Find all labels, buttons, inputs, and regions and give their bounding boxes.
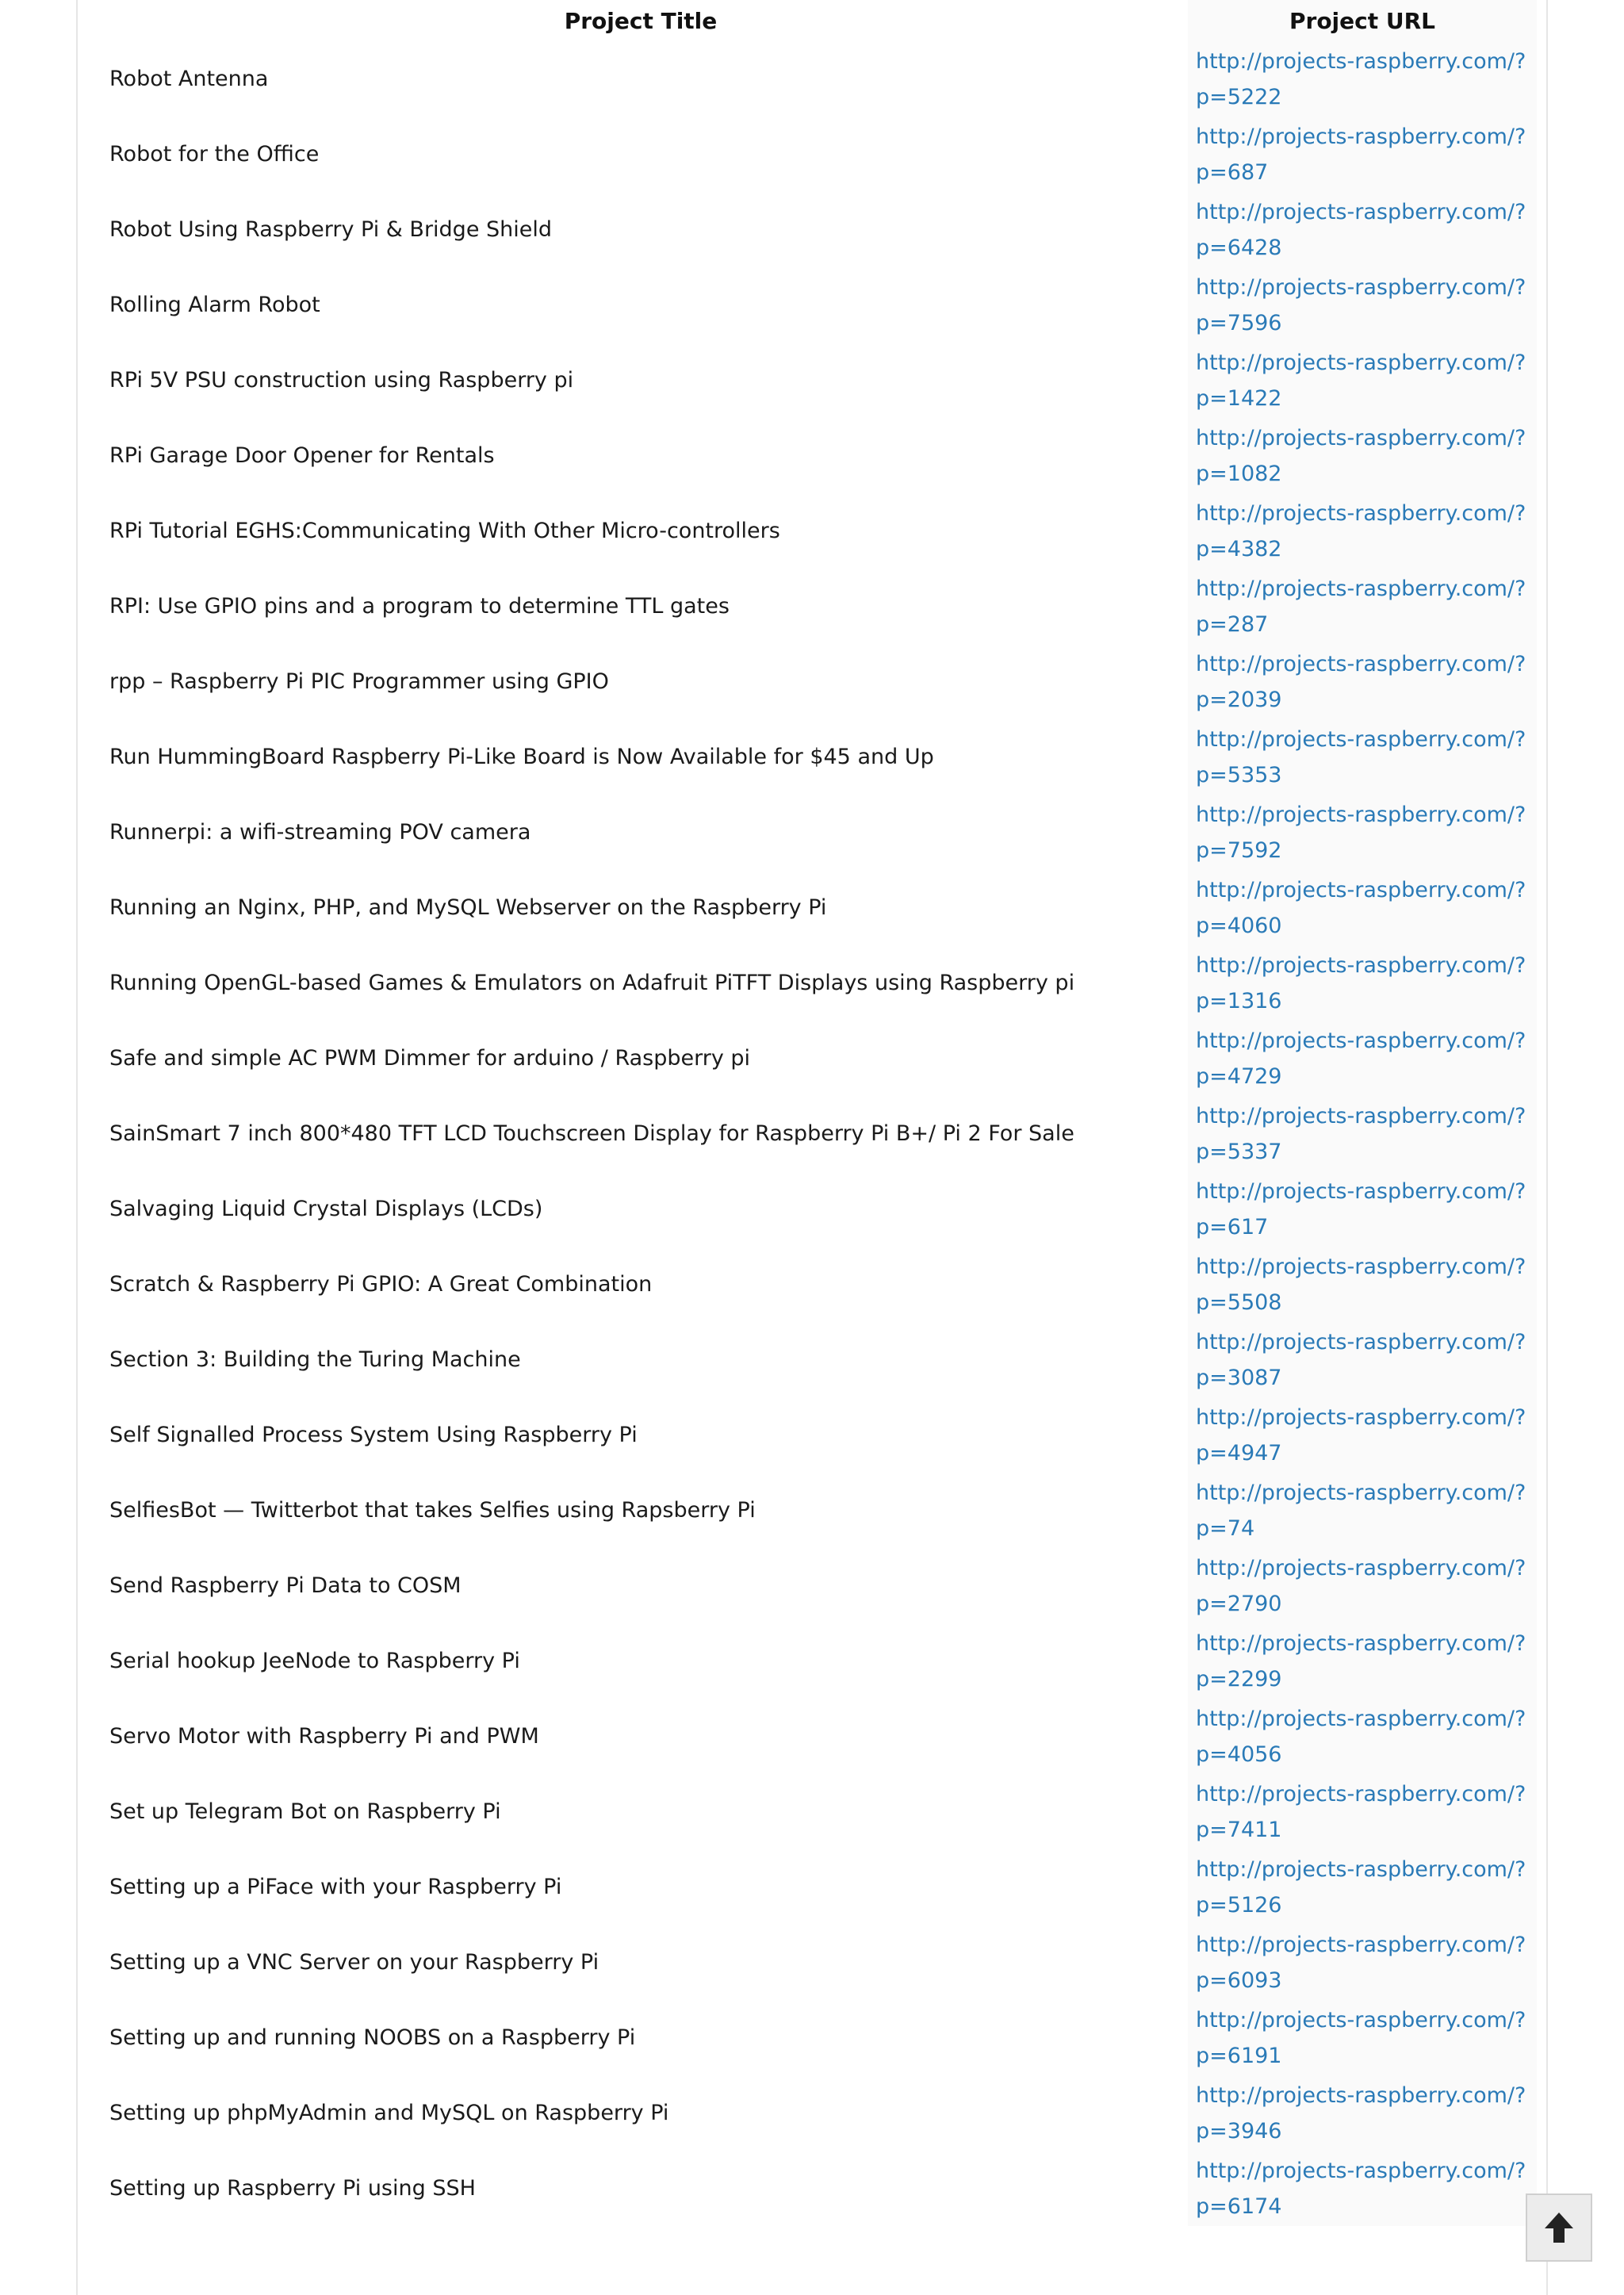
project-url-line1: http://projects-raspberry.com/?: [1196, 1781, 1526, 1806]
project-url-link[interactable]: [1196, 571, 1537, 642]
project-url-line2: p=3087: [1196, 1365, 1282, 1390]
column-header-url: Project URL: [1188, 0, 1537, 41]
project-url-line1: http://projects-raspberry.com/?: [1196, 425, 1526, 450]
project-url-link[interactable]: [1196, 872, 1537, 944]
project-title: SainSmart 7 inch 800*480 TFT LCD Touchscreen Display for Raspberry Pi B+/ Pi 2 For Sale: [109, 1121, 1074, 1146]
table-row: [94, 1623, 1537, 1699]
table-row: [94, 2075, 1537, 2151]
project-url-line1: http://projects-raspberry.com/?: [1196, 576, 1526, 601]
project-title: Rolling Alarm Robot: [109, 293, 320, 317]
project-url-line2: p=5126: [1196, 1892, 1282, 1918]
table-row: [94, 870, 1537, 945]
project-url-link[interactable]: [1196, 194, 1537, 266]
table-row: [94, 569, 1537, 644]
project-title: RPi Tutorial EGHS:Communicating With Other Micro-controllers: [109, 519, 780, 543]
project-url-line1: http://projects-raspberry.com/?: [1196, 48, 1526, 74]
project-url-line2: p=6191: [1196, 2043, 1282, 2068]
project-url-cell: [1188, 945, 1537, 1021]
project-url-cell: [1188, 795, 1537, 870]
project-url-link[interactable]: [1196, 1098, 1537, 1170]
table-row: [94, 1322, 1537, 1397]
project-title: Servo Motor with Raspberry Pi and PWM: [109, 1724, 539, 1749]
project-url-line1: http://projects-raspberry.com/?: [1196, 500, 1526, 526]
column-header-title: Project Title: [564, 7, 718, 34]
project-url-line2: p=74: [1196, 1515, 1255, 1541]
project-url-line2: p=2790: [1196, 1591, 1282, 1616]
project-url-cell: [1188, 267, 1537, 343]
project-url-link[interactable]: [1196, 1023, 1537, 1094]
project-url-line2: p=617: [1196, 1214, 1269, 1239]
project-url-line2: p=6093: [1196, 1967, 1282, 1993]
project-url-cell: [1188, 719, 1537, 795]
project-url-link[interactable]: [1196, 646, 1537, 718]
project-url-cell: [1188, 343, 1537, 418]
project-url-line1: http://projects-raspberry.com/?: [1196, 802, 1526, 827]
project-url-line1: http://projects-raspberry.com/?: [1196, 274, 1526, 300]
project-url-line1: http://projects-raspberry.com/?: [1196, 1856, 1526, 1882]
table-row: [94, 1699, 1537, 1774]
table-row: [94, 795, 1537, 870]
project-title: rpp – Raspberry Pi PIC Programmer using GPIO: [109, 669, 609, 694]
project-url-line2: p=5508: [1196, 1289, 1282, 1315]
project-url-cell: [1188, 2000, 1537, 2075]
table-row: [94, 2151, 1537, 2226]
table-row: [94, 1849, 1537, 1925]
project-url-link[interactable]: [1196, 1626, 1537, 1697]
project-url-cell: [1188, 418, 1537, 493]
project-url-line2: p=4060: [1196, 913, 1282, 938]
project-url-line1: http://projects-raspberry.com/?: [1196, 2082, 1526, 2108]
table-body: [94, 41, 1537, 2226]
project-title: Send Raspberry Pi Data to COSM: [109, 1573, 462, 1598]
project-url-line1: http://projects-raspberry.com/?: [1196, 651, 1526, 676]
project-url-cell: [1188, 1021, 1537, 1096]
project-title: Serial hookup JeeNode to Raspberry Pi: [109, 1649, 520, 1673]
project-url-cell: [1188, 1397, 1537, 1473]
project-url-link[interactable]: [1196, 1927, 1537, 1998]
project-url-link[interactable]: [1196, 948, 1537, 1019]
project-url-line1: http://projects-raspberry.com/?: [1196, 1404, 1526, 1430]
table-row: [94, 343, 1537, 418]
project-url-line2: p=4056: [1196, 1741, 1282, 1767]
project-url-line2: p=4382: [1196, 536, 1282, 561]
project-url-cell: [1188, 1171, 1537, 1247]
project-url-link[interactable]: [1196, 722, 1537, 793]
project-title: Running an Nginx, PHP, and MySQL Webserver on the Raspberry Pi: [109, 895, 827, 920]
project-url-line2: p=5353: [1196, 762, 1282, 787]
project-url-link[interactable]: [1196, 1324, 1537, 1396]
project-url-link[interactable]: [1196, 420, 1537, 492]
table-row: [94, 1397, 1537, 1473]
project-url-cell: [1188, 1849, 1537, 1925]
project-url-line2: p=1422: [1196, 385, 1282, 411]
project-url-cell: [1188, 41, 1537, 117]
project-title: Setting up Raspberry Pi using SSH: [109, 2176, 476, 2201]
project-url-line1: http://projects-raspberry.com/?: [1196, 1028, 1526, 1053]
project-title: Scratch & Raspberry Pi GPIO: A Great Combination: [109, 1272, 653, 1297]
project-url-line2: p=687: [1196, 159, 1269, 185]
project-title: Robot Using Raspberry Pi & Bridge Shield: [109, 217, 553, 242]
table-row: [94, 1021, 1537, 1096]
project-url-line2: p=2039: [1196, 687, 1282, 712]
project-url-cell: [1188, 493, 1537, 569]
project-url-cell: [1188, 1623, 1537, 1699]
project-url-link[interactable]: [1196, 1776, 1537, 1848]
project-url-link[interactable]: [1196, 1400, 1537, 1471]
project-title: Robot for the Office: [109, 142, 320, 167]
project-url-link[interactable]: [1196, 1249, 1537, 1320]
project-title: Self Signalled Process System Using Raspberry Pi: [109, 1423, 638, 1447]
table-row: [94, 719, 1537, 795]
project-url-line2: p=7596: [1196, 310, 1282, 335]
project-url-line1: http://projects-raspberry.com/?: [1196, 1480, 1526, 1505]
scroll-to-top-button[interactable]: [1526, 2193, 1592, 2262]
project-url-line1: http://projects-raspberry.com/?: [1196, 124, 1526, 149]
project-url-link[interactable]: [1196, 1701, 1537, 1772]
project-url-link[interactable]: [1196, 797, 1537, 868]
table-row: [94, 418, 1537, 493]
project-url-line1: http://projects-raspberry.com/?: [1196, 1329, 1526, 1354]
project-url-line1: http://projects-raspberry.com/?: [1196, 1103, 1526, 1128]
project-url-line1: http://projects-raspberry.com/?: [1196, 1254, 1526, 1279]
project-url-line1: http://projects-raspberry.com/?: [1196, 199, 1526, 224]
project-url-link[interactable]: [1196, 345, 1537, 416]
project-title: Section 3: Building the Turing Machine: [109, 1347, 521, 1372]
project-url-line1: http://projects-raspberry.com/?: [1196, 2158, 1526, 2183]
project-url-cell: [1188, 870, 1537, 945]
table-row: [94, 1473, 1537, 1548]
project-url-cell: [1188, 569, 1537, 644]
project-url-cell: [1188, 644, 1537, 719]
project-url-line2: p=6174: [1196, 2193, 1282, 2219]
project-title: RPI: Use GPIO pins and a program to determine TTL gates: [109, 594, 730, 619]
project-url-line2: p=1082: [1196, 461, 1282, 486]
table-row: [94, 192, 1537, 267]
project-url-line1: http://projects-raspberry.com/?: [1196, 1630, 1526, 1656]
table-row: [94, 1096, 1537, 1171]
project-url-link[interactable]: [1196, 2078, 1537, 2149]
project-url-cell: [1188, 2151, 1537, 2226]
project-url-line2: p=3946: [1196, 2118, 1282, 2144]
project-url-cell: [1188, 1473, 1537, 1548]
project-title: Robot Antenna: [109, 67, 269, 91]
table-row: [94, 2000, 1537, 2075]
project-url-link[interactable]: [1196, 1852, 1537, 1923]
project-url-cell: [1188, 192, 1537, 267]
project-url-line2: p=7592: [1196, 837, 1282, 863]
table-row: [94, 1774, 1537, 1849]
project-title: RPi 5V PSU construction using Raspberry pi: [109, 368, 574, 393]
table-header-row: [94, 0, 1537, 41]
table-row: [94, 493, 1537, 569]
table-row: [94, 644, 1537, 719]
project-title: Set up Telegram Bot on Raspberry Pi: [109, 1799, 501, 1824]
project-url-line2: p=5222: [1196, 84, 1282, 109]
project-url-line1: http://projects-raspberry.com/?: [1196, 1555, 1526, 1580]
project-title: Running OpenGL-based Games & Emulators on Adafruit PiTFT Displays using Raspberry pi: [109, 971, 1075, 995]
project-title: Salvaging Liquid Crystal Displays (LCDs): [109, 1197, 543, 1221]
project-url-line2: p=4947: [1196, 1440, 1282, 1466]
table-row: [94, 1925, 1537, 2000]
project-url-cell: [1188, 117, 1537, 192]
project-url-line2: p=1316: [1196, 988, 1282, 1013]
arrow-up-icon: [1543, 2211, 1575, 2244]
project-url-line2: p=4729: [1196, 1063, 1282, 1089]
project-url-cell: [1188, 1322, 1537, 1397]
project-url-line2: p=5337: [1196, 1139, 1282, 1164]
project-url-link[interactable]: [1196, 496, 1537, 567]
table-row: [94, 1548, 1537, 1623]
project-url-link[interactable]: [1196, 1174, 1537, 1245]
project-url-line1: http://projects-raspberry.com/?: [1196, 350, 1526, 375]
project-title: Run HummingBoard Raspberry Pi-Like Board is Now Available for $45 and Up: [109, 745, 934, 769]
project-url-line2: p=287: [1196, 611, 1269, 637]
project-url-link[interactable]: [1196, 1550, 1537, 1622]
project-url-cell: [1188, 1699, 1537, 1774]
project-url-cell: [1188, 1925, 1537, 2000]
project-url-line1: http://projects-raspberry.com/?: [1196, 1178, 1526, 1204]
project-url-link[interactable]: [1196, 270, 1537, 341]
projects-table: [94, 0, 1537, 2226]
project-url-line1: http://projects-raspberry.com/?: [1196, 1932, 1526, 1957]
project-url-line1: http://projects-raspberry.com/?: [1196, 877, 1526, 902]
project-title: RPi Garage Door Opener for Rentals: [109, 443, 495, 468]
project-url-line1: http://projects-raspberry.com/?: [1196, 726, 1526, 752]
table-row: [94, 945, 1537, 1021]
project-url-link[interactable]: [1196, 44, 1537, 115]
project-url-cell: [1188, 1247, 1537, 1322]
table-row: [94, 1171, 1537, 1247]
table-row: [94, 41, 1537, 117]
project-title: Safe and simple AC PWM Dimmer for arduino / Raspberry pi: [109, 1046, 751, 1071]
project-url-line1: http://projects-raspberry.com/?: [1196, 2007, 1526, 2033]
table-row: [94, 1247, 1537, 1322]
project-url-cell: [1188, 1774, 1537, 1849]
table-row: [94, 267, 1537, 343]
project-title: Setting up a VNC Server on your Raspberry Pi: [109, 1950, 599, 1975]
project-title: SelfiesBot — Twitterbot that takes Selfies using Rapsberry Pi: [109, 1498, 756, 1523]
project-url-link[interactable]: [1196, 2153, 1537, 2224]
project-title: Setting up a PiFace with your Raspberry Pi: [109, 1875, 562, 1899]
project-url-cell: [1188, 1548, 1537, 1623]
project-url-cell: [1188, 2075, 1537, 2151]
project-url-line2: p=2299: [1196, 1666, 1282, 1692]
project-url-line2: p=6428: [1196, 235, 1282, 260]
table-row: [94, 117, 1537, 192]
project-url-link[interactable]: [1196, 119, 1537, 190]
project-url-link[interactable]: [1196, 2002, 1537, 2074]
project-url-line2: p=7411: [1196, 1817, 1282, 1842]
project-url-line1: http://projects-raspberry.com/?: [1196, 1706, 1526, 1731]
project-title: Setting up and running NOOBS on a Raspberry Pi: [109, 2025, 636, 2050]
project-url-line1: http://projects-raspberry.com/?: [1196, 952, 1526, 978]
project-url-cell: [1188, 1096, 1537, 1171]
project-title: Runnerpi: a wifi-streaming POV camera: [109, 820, 531, 845]
project-url-link[interactable]: [1196, 1475, 1537, 1546]
project-title: Setting up phpMyAdmin and MySQL on Raspberry Pi: [109, 2101, 669, 2125]
